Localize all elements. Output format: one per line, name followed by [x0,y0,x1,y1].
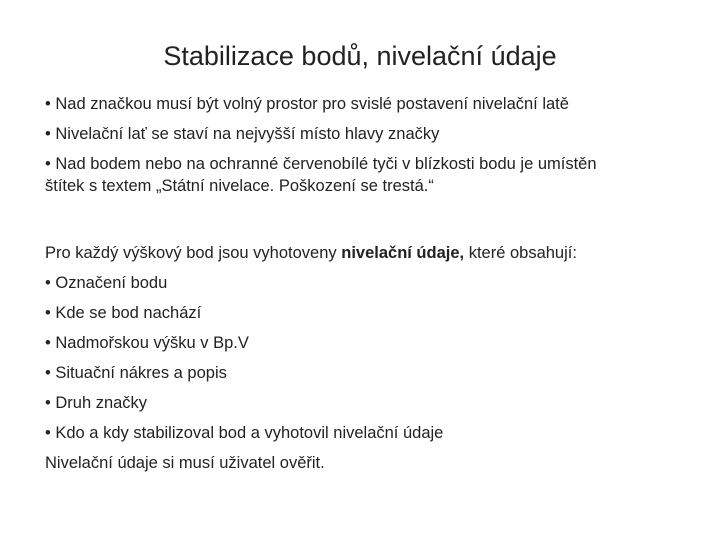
bullet-item: • Situační nákres a popis [45,364,227,382]
bullet-item: • Druh značky [45,394,148,412]
bullet-item-continuation: štítek s textem „Státní nivelace. Poškození se trestá.“ [45,177,434,195]
slide-content [45,93,685,482]
intro-text-end: které obsahují: [464,244,577,262]
intro-paragraph [45,242,685,264]
intro-text-start: Pro každý výškový bod jsou vyhotoveny [45,244,342,262]
bullet-item: • Označení bodu [45,274,168,292]
bullet-item: • Nivelační lať se staví na nejvyšší místo hlavy značky [45,125,440,143]
bullet-item: • Kdo a kdy stabilizoval bod a vyhotovil nivelační údaje [45,424,444,442]
intro-text-bold: nivelační údaje, [341,244,465,262]
bullet-item: • Nad bodem nebo na ochranné červenobílé tyči v blízkosti bodu je umístěn [45,155,597,173]
bullet-item: • Nadmořskou výšku v Bp.V [45,334,249,352]
section-spacer [45,205,685,242]
bullet-item: • Kde se bod nachází [45,304,202,322]
closing-text: Nivelační údaje si musí uživatel ověřit. [45,454,325,472]
slide-title: Stabilizace bodů, nivelační údaje [163,41,557,71]
bullet-item: • Nad značkou musí být volný prostor pro svislé postavení nivelační latě [45,95,569,113]
